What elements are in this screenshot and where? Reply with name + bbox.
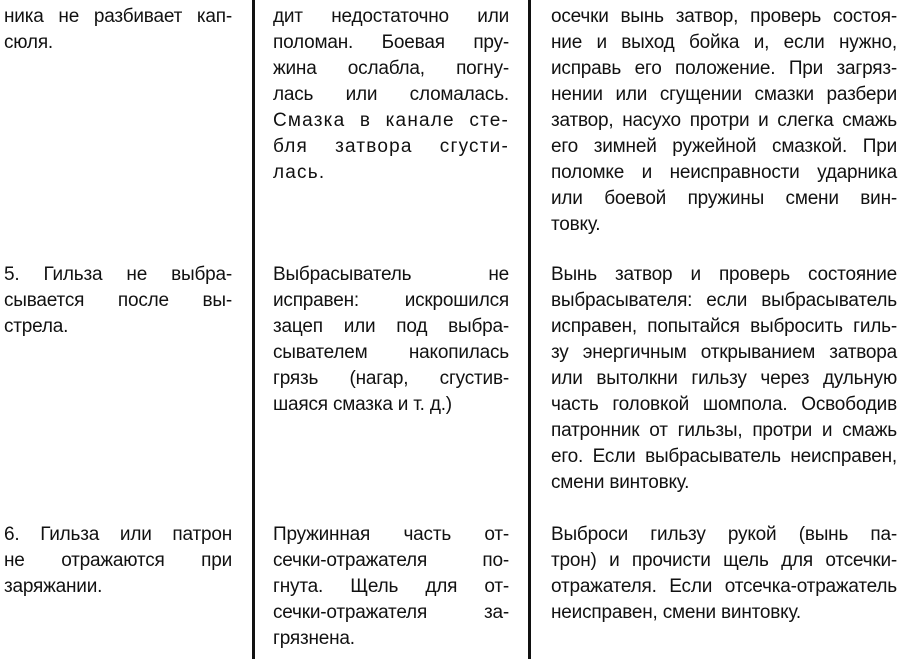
remedy-cell <box>551 262 897 496</box>
text-line: осечки вынь затвор, проверь состоя- <box>551 6 897 27</box>
text-line: выбрасывателя: если выбрасыватель <box>551 290 897 311</box>
remedy-cell <box>551 4 897 238</box>
cause-cell <box>273 522 509 652</box>
text-line: грязнена. <box>273 628 355 649</box>
text-line: или боевой пружины смени вин- <box>551 188 897 209</box>
text-line: исправь его положение. При загряз- <box>551 58 897 79</box>
text-line: Пружинная часть от- <box>273 524 509 545</box>
text-line: Выбрасыватель не <box>273 264 509 285</box>
text-line: его зимней ружейной смазкой. При <box>551 136 897 157</box>
text-line: гнута. Щель для от- <box>273 576 509 597</box>
text-line: сывателем накопилась <box>273 342 509 363</box>
text-line: исправен: искрошился <box>273 290 509 311</box>
text-line: лась. <box>273 162 326 183</box>
text-line: сывается после вы- <box>4 290 232 311</box>
text-line: трон) и прочисти щель для отсечки- <box>551 550 897 571</box>
cause-cell <box>273 4 509 186</box>
text-line: отражателя. Если отсечка-отражатель <box>551 576 897 597</box>
text-line: заряжании. <box>4 576 103 597</box>
text-line: Вынь затвор и проверь состояние <box>551 264 897 285</box>
text-line: зу энергичным открыванием затвора <box>551 342 897 363</box>
text-line: сечки-отражателя по- <box>273 550 509 571</box>
text-line: 5. Гильза не выбра- <box>4 264 232 285</box>
text-line: Смазка в канале сте- <box>273 110 509 131</box>
text-line: исправен, попытайся выбросить гиль- <box>551 316 897 337</box>
problem-cell <box>4 522 232 600</box>
text-line: затвор, насухо протри и слегка смажь <box>551 110 897 131</box>
text-line: неисправен, смени винтовку. <box>551 602 801 623</box>
column-divider-right <box>528 0 531 659</box>
text-line: сюля. <box>4 32 53 53</box>
text-line: зацеп или под выбра- <box>273 316 509 337</box>
text-line: не отражаются при <box>4 550 232 571</box>
text-line: поломке и неисправности ударника <box>551 162 897 183</box>
text-line: его. Если выбрасыватель неисправен, <box>551 446 897 467</box>
text-line: патронник от гильзы, протри и смажь <box>551 420 897 441</box>
text-line: Выброси гильзу рукой (вынь па- <box>551 524 897 545</box>
column-divider-left <box>252 0 255 659</box>
text-line: шаяся смазка и т. д.) <box>273 394 452 415</box>
text-line: сечки-отражателя за- <box>273 602 509 623</box>
text-line: нении или сгущении смазки разбери <box>551 84 897 105</box>
text-line: поломан. Боевая пру- <box>273 32 509 53</box>
text-line: стрела. <box>4 316 69 337</box>
text-line: грязь (нагар, сгустив- <box>273 368 509 389</box>
text-line: часть головкой шомпола. Освободив <box>551 394 897 415</box>
text-line: бля затвора сгусти- <box>273 136 509 157</box>
text-line: 6. Гильза или патрон <box>4 524 232 545</box>
problem-cell <box>4 4 232 56</box>
text-line: смени винтовку. <box>551 472 690 493</box>
problem-cell <box>4 262 232 340</box>
text-line: ника не разбивает кап- <box>4 6 232 27</box>
remedy-cell <box>551 522 897 626</box>
text-line: дит недостаточно или <box>273 6 509 27</box>
text-line: ние и выход бойка и, если нужно, <box>551 32 897 53</box>
cause-cell <box>273 262 509 418</box>
text-line: жина ослабла, погну- <box>273 58 509 79</box>
text-line: товку. <box>551 214 601 235</box>
text-line: лась или сломалась. <box>273 84 509 105</box>
text-line: или вытолкни гильзу через дульную <box>551 368 897 389</box>
